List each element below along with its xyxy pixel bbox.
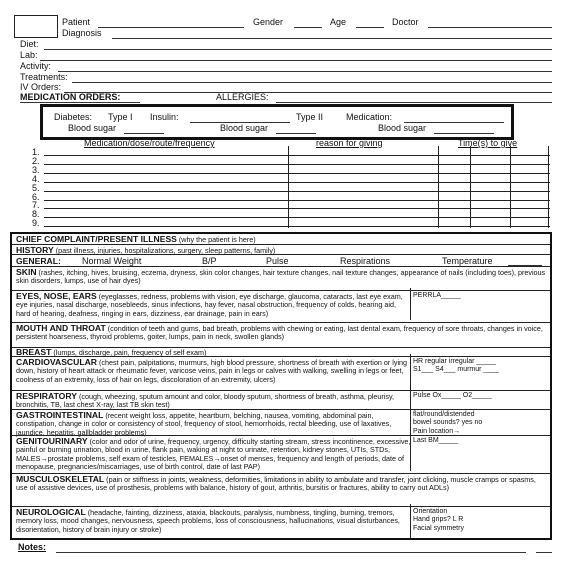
skin-title: SKIN (16, 267, 37, 277)
gu-desc-3: onset of menses, frequency and length of periods, date of menopause, pregnancies/miscarriages, use of birth control, date of last PAP) (16, 453, 404, 472)
med-row-number: 3. (32, 164, 40, 175)
blood-sugar-3-field[interactable] (434, 133, 494, 134)
lab-label: Lab: (20, 50, 38, 60)
cardio-title: CARDIOVASCULAR (16, 357, 98, 367)
skin-desc: (rashes, itching, hives, bruising, eczema, dryness, skin color changes, hair texture changes, nail texture changes, appearance of nails (including toes), previous skin disorders, lumps, use of hair dyes) (16, 268, 546, 286)
insulin-label: Insulin: (150, 112, 179, 122)
cardio-side (413, 358, 499, 375)
med-row-number: 6. (32, 191, 40, 202)
gu-males-label: MALES→ (16, 453, 48, 463)
diagnosis-field[interactable] (112, 38, 552, 39)
notes-label: Notes: (18, 542, 47, 552)
med-col-divider-2 (438, 146, 439, 228)
med-row-line[interactable] (44, 191, 550, 192)
gu-desc-2: prostate problems, self exam of testicles, (47, 453, 178, 463)
general-respirations: Respirations (340, 256, 391, 266)
activity-field[interactable] (58, 71, 552, 72)
history-section[interactable] (12, 244, 550, 254)
review-of-systems-table (10, 232, 552, 540)
general-pulse: Pulse (266, 256, 289, 266)
hand-grips-field[interactable]: Hand grips? L R (413, 516, 464, 524)
blood-sugar-2-label: Blood sugar (220, 123, 269, 133)
general-weight: Normal Weight (82, 256, 142, 266)
med-row-number: 8. (32, 209, 40, 220)
heart-sounds-field[interactable]: S1___ S4___ murmur ____ (413, 366, 499, 374)
pulse-ox-field[interactable]: Pulse Ox_____ O2_____ (413, 392, 492, 399)
eyes-desc: (eyeglasses, redness, problems with vision, eye discharge, glaucoma, cataracts, last eye exam, eye injuries, nasal discharge, nosebleeds, sinus infections, hay fever, nasal obstruction, frequency of colds, hearing aid, hard of hearing, deafness, ringing in ears, dizziness, ear drainage, pain in ears) (16, 292, 403, 318)
medication-orders-underline (20, 102, 140, 103)
diagnosis-label: Diagnosis (62, 28, 102, 38)
treatments-field[interactable] (72, 82, 552, 83)
skin-section[interactable] (12, 266, 550, 290)
doctor-field[interactable] (428, 27, 552, 28)
systems-side-divider-1 (410, 288, 411, 320)
neurological-section[interactable] (12, 506, 550, 540)
systems-side-divider-2 (410, 354, 411, 471)
diet-label: Diet: (20, 39, 39, 49)
col-reason-header: reason for giving (316, 138, 383, 148)
breast-title: BREAST (16, 347, 52, 357)
general-bp: B/P (202, 256, 217, 266)
general-section[interactable] (12, 254, 550, 266)
resp-desc: (cough, wheezing, sputum amount and color, bloody sputum, shortness of breath, asthma, pleurisy, bronchitis, TB, last chest X-ray, last TB skin test) (16, 392, 395, 410)
abdomen-shape-field[interactable]: flat/round/distended (413, 411, 475, 418)
gu-title: GENITOURINARY (16, 436, 88, 446)
last-bm-field[interactable]: Last BM_____ (413, 437, 459, 444)
history-desc: (past illness, injuries, hospitalizations, surgery, sleep patterns, family) (55, 246, 276, 255)
med-row-number: 7. (32, 200, 40, 211)
gi-side (413, 411, 482, 436)
type1-label: Type I (108, 112, 133, 122)
musculo-title: MUSCULOSKELETAL (16, 474, 105, 484)
med-row-line[interactable] (44, 226, 550, 227)
gender-label: Gender (253, 17, 284, 27)
patient-label: Patient (62, 17, 91, 27)
mouth-desc: (condition of teeth and gums, bad breath, problems with chewing or eating, last dental exam, frequency of sore throats, changes in voice, persistent hoarseness, thyroid problems, goiter, lumps, pain in neck, swollen glands) (16, 324, 543, 342)
activity-label: Activity: (20, 61, 52, 71)
eyes-title: EYES, NOSE, EARS (16, 291, 97, 301)
med-row-number: 9. (32, 218, 40, 229)
med-row-line[interactable] (44, 208, 550, 209)
blood-sugar-3-label: Blood sugar (378, 123, 427, 133)
musculoskeletal-section[interactable] (12, 473, 550, 506)
blood-sugar-1-field[interactable] (124, 133, 164, 134)
general-temperature: Temperature (442, 256, 493, 266)
breast-section[interactable] (12, 347, 550, 356)
systems-side-divider-3 (410, 504, 411, 538)
breast-desc: (lumps, discharge, pain, frequency of self exam) (53, 348, 207, 357)
bowel-sounds-field[interactable]: bowel sounds? yes no (413, 419, 483, 427)
age-label: Age (330, 17, 347, 27)
resp-title: RESPIRATORY (16, 391, 77, 401)
treatments-label: Treatments: (20, 72, 68, 82)
gastrointestinal-section[interactable] (12, 409, 550, 435)
med-row-line[interactable] (44, 200, 550, 201)
med-row-line[interactable] (44, 173, 550, 174)
pain-location-field[interactable]: Pain location→ (413, 427, 461, 435)
blood-sugar-1-label: Blood sugar (68, 123, 117, 133)
medication-label: Medication: (346, 112, 393, 122)
general-title: GENERAL: (16, 256, 61, 266)
cardio-desc: (chest pain, palpitations, murmurs, high blood pressure, shortness of breath with exertion or lying down, history of heart attack or rheumatic fever, varicose veins, pain in legs or calves with walking, swelling in legs or feet, coolness of an extremity, loss of hair on legs, discoloration of an extremity, ulcers) (16, 358, 408, 384)
col-medication-header: Medication/dose/route/frequency (84, 138, 215, 148)
med-row-number: 5. (32, 182, 40, 193)
med-row-line[interactable] (44, 217, 550, 218)
chief-complaint-desc: (why the patient is here) (178, 235, 256, 244)
lab-field[interactable] (40, 60, 552, 61)
musculo-desc: (pain or stiffness in joints, weakness, deformities, limitations in ability to ambulate and transfer, joint clicking, muscle cramps or spasms, use of assistive devices, use of prosthesis, problems with balance, history of gout, arthritis, bursitis or fractures, ability to carry out ADLs) (16, 475, 536, 493)
eyes-nose-ears-section[interactable] (12, 290, 550, 322)
med-col-divider-5 (548, 146, 549, 228)
chief-complaint-title: CHIEF COMPLAINT/PRESENT ILLNESS (16, 234, 177, 244)
diet-field[interactable] (44, 49, 552, 50)
med-row-line[interactable] (44, 164, 550, 165)
perrla-field[interactable]: PERRLA_____ (413, 292, 461, 299)
heart-rate-field[interactable]: HR regular irregular _____ (413, 358, 496, 365)
type2-label: Type II (296, 112, 324, 122)
gender-field[interactable] (294, 27, 322, 28)
notes-field[interactable] (56, 552, 526, 553)
neuro-side (413, 508, 464, 533)
med-row-line[interactable] (44, 155, 550, 156)
gi-desc: (recent weight loss, appetite, heartburn, belching, nausea, vomiting, abdominal pain, constipation, change in color or consistency of stool, frequency of stool, hemorrhoids, rectal bleeding, use of laxatives, jaundice, hepatitis, gallbladder problems) (16, 411, 392, 437)
neuro-title: NEUROLOGICAL (16, 507, 86, 517)
patient-field[interactable] (98, 27, 244, 28)
iv-orders-field[interactable] (64, 92, 552, 93)
gu-desc-1: (color and odor of urine, frequency, urgency, difficulty starting stream, stress incontinence, excessive, painful or burning urination, blood in urine, flank pain, waking at night to urinate, retention, kidney stones, UTIs, STDs, (16, 437, 411, 455)
col-times-header: Time(s) to give (458, 138, 518, 148)
cardiovascular-section[interactable] (12, 356, 550, 390)
gu-females-label: FEMALES→ (179, 453, 221, 463)
orientation-field[interactable]: Orientation (413, 508, 448, 515)
blood-sugar-2-field[interactable] (276, 133, 316, 134)
notes-field-end[interactable] (536, 552, 552, 553)
mouth-title: MOUTH AND THROAT (16, 323, 106, 333)
med-row-number: 4. (32, 173, 40, 184)
med-col-divider-3 (470, 146, 471, 228)
med-row-number: 1. (32, 147, 40, 157)
history-title: HISTORY (16, 245, 54, 255)
gi-title: GASTROINTESTINAL (16, 410, 104, 420)
respiratory-section[interactable] (12, 390, 550, 409)
diabetes-label: Diabetes: (54, 112, 93, 122)
facial-symmetry-field[interactable]: Facial symmetry (413, 524, 464, 532)
age-field[interactable] (356, 27, 384, 28)
iv-orders-label: IV Orders: (20, 82, 62, 92)
neuro-desc: (headache, fainting, dizziness, ataxia, blackouts, paralysis, numbness, tingling, burning, tremors, memory loss, mood changes, nervousness, speech problems, loss of consciousness, hallucinations, visual disturbances, disorientation, history of brain injury or stroke) (16, 508, 400, 534)
medication-orders-label: MEDICATION ORDERS: (20, 92, 121, 102)
patient-photo-box (14, 15, 58, 38)
med-col-divider-4 (510, 146, 511, 228)
doctor-label: Doctor (392, 17, 419, 27)
genitourinary-section[interactable] (12, 435, 550, 473)
med-row-number: 2. (32, 155, 40, 166)
mouth-throat-section[interactable] (12, 322, 550, 347)
med-col-divider-1 (288, 146, 289, 228)
allergies-field[interactable] (276, 102, 552, 103)
med-row-line[interactable] (44, 182, 550, 183)
allergies-label: ALLERGIES: (216, 92, 269, 102)
chief-complaint-section[interactable] (12, 234, 550, 244)
